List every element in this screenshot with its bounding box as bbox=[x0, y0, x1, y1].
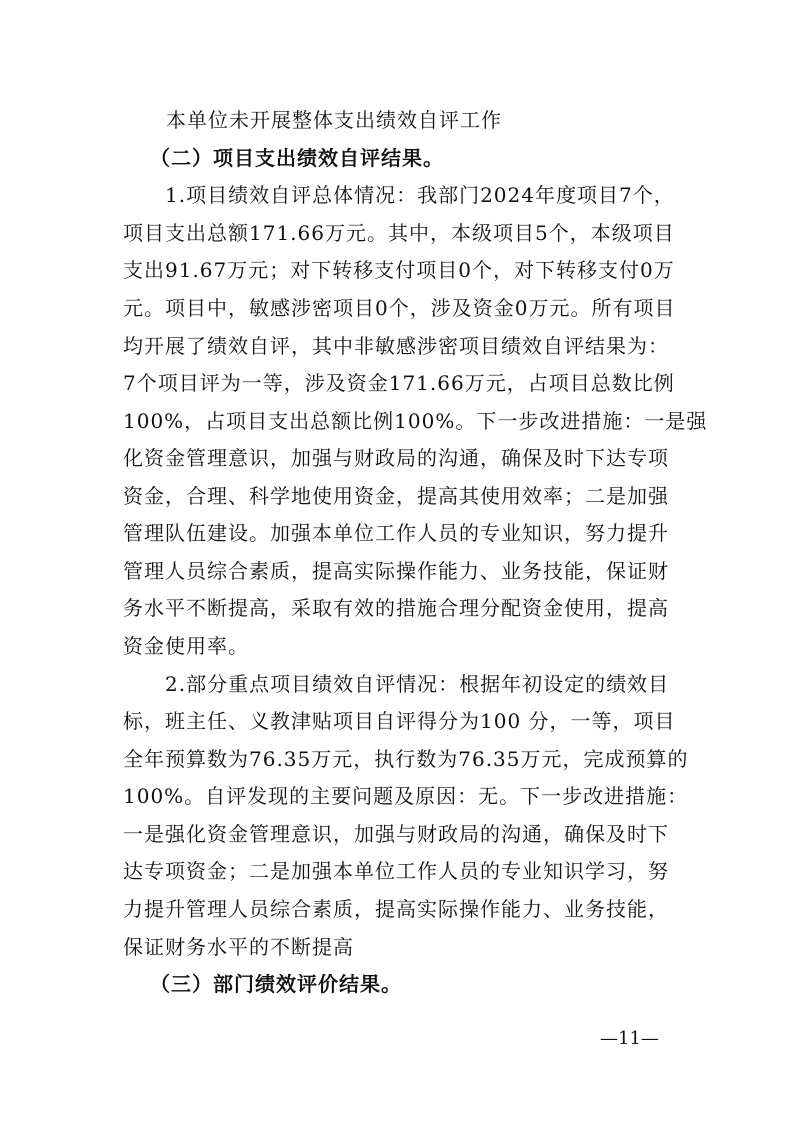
paragraph-line: 化资金管理意识，加强与财政局的沟通，确保及时下达专项 bbox=[123, 446, 669, 470]
paragraph-line: 管理队伍建设。加强本单位工作人员的专业知识，努力提升 bbox=[123, 521, 669, 545]
paragraph-line: 标，班主任、义教津贴项目自评得分为100 分，一等，项目 bbox=[123, 709, 676, 733]
section-heading: （三）部门绩效评价结果。 bbox=[150, 972, 402, 996]
paragraph-line: 力提升管理人员综合素质，提高实际操作能力、业务技能， bbox=[123, 897, 669, 921]
paragraph-line: 2.部分重点项目绩效自评情况：根据年初设定的绩效目 bbox=[165, 672, 670, 696]
paragraph-line: 达专项资金；二是加强本单位工作人员的专业知识学习，努 bbox=[123, 859, 669, 883]
paragraph-line: 务水平不断提高，采取有效的措施合理分配资金使用，提高 bbox=[123, 596, 669, 620]
paragraph-line: 元。项目中，敏感涉密项目0个，涉及资金0万元。所有项目 bbox=[123, 296, 676, 320]
paragraph-line: 保证财务水平的不断提高 bbox=[123, 935, 354, 959]
paragraph-line: 一是强化资金管理意识，加强与财政局的沟通，确保及时下 bbox=[123, 822, 669, 846]
paragraph-line: 资金，合理、科学地使用资金，提高其使用效率；二是加强 bbox=[123, 484, 669, 508]
page-number: —11— bbox=[600, 1028, 659, 1049]
paragraph-line: 资金使用率。 bbox=[123, 634, 249, 658]
paragraph-line: 支出91.67万元；对下转移支付项目0个，对下转移支付0万 bbox=[123, 258, 675, 282]
paragraph-line: 本单位未开展整体支出绩效自评工作 bbox=[166, 108, 502, 132]
paragraph-line: 100%，占项目支出总额比例100%。下一步改进措施：一是强 bbox=[123, 409, 708, 433]
paragraph-line: 全年预算数为76.35万元，执行数为76.35万元，完成预算的 bbox=[123, 747, 689, 771]
paragraph-line: 项目支出总额171.66万元。其中，本级项目5个，本级项目 bbox=[123, 221, 675, 245]
paragraph-line: 1.项目绩效自评总体情况：我部门2024年度项目7个， bbox=[165, 183, 675, 207]
section-heading: （二）项目支出绩效自评结果。 bbox=[150, 146, 444, 170]
paragraph-line: 均开展了绩效自评，其中非敏感涉密项目绩效自评结果为： bbox=[123, 334, 669, 358]
paragraph-line: 管理人员综合素质，提高实际操作能力、业务技能，保证财 bbox=[123, 559, 669, 583]
paragraph-line: 100%。自评发现的主要问题及原因：无。下一步改进措施： bbox=[123, 784, 689, 808]
paragraph-line: 7个项目评为一等，涉及资金171.66万元，占项目总数比例 bbox=[123, 371, 675, 395]
